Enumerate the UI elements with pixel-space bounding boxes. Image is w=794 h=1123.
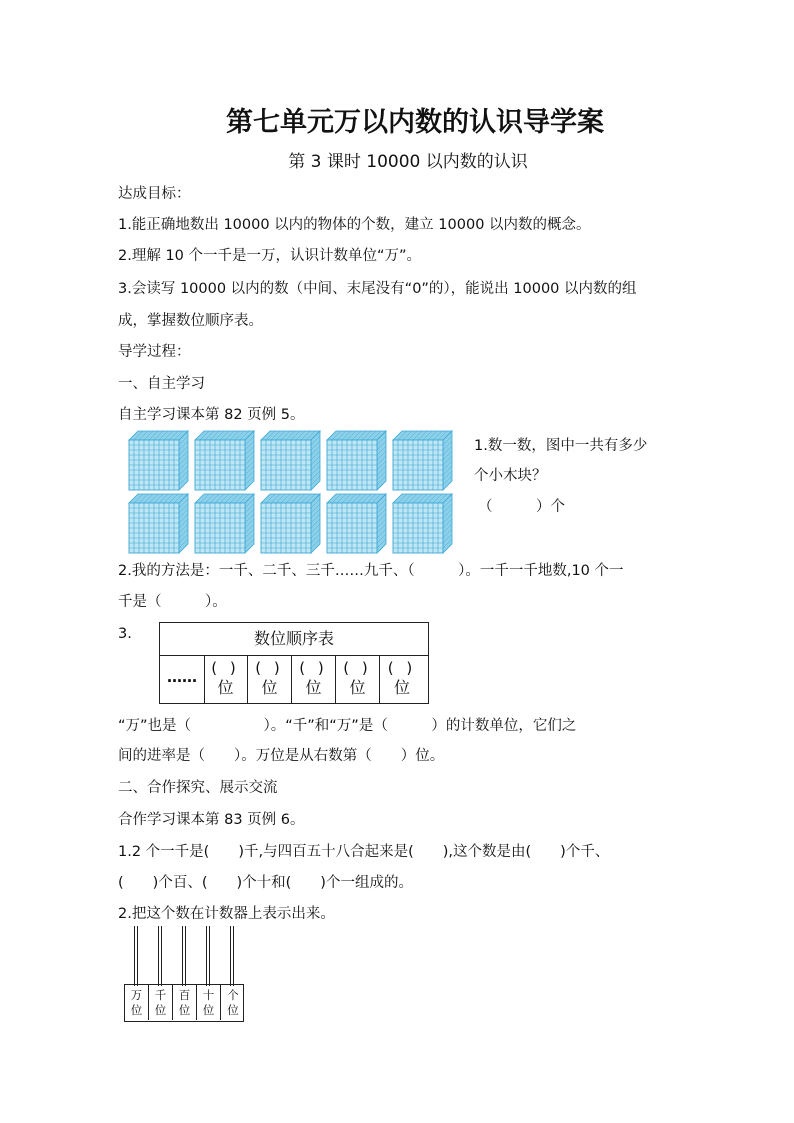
goals-heading: 达成目标： — [118, 186, 191, 202]
place-value-cell: ( ) 位 — [292, 655, 336, 703]
thousand-cube-icon — [260, 430, 321, 491]
abacus-label-qian: 千 位 — [149, 985, 173, 1020]
thousand-cube-icon — [392, 493, 453, 554]
question-2-line1: 2.我的方法是：一千、二千、三千……九千、（ ）。一千一千地数,10 个一 — [118, 563, 624, 579]
abacus-rod-icon — [134, 926, 138, 986]
question-1-line1: 1.数一数，图中一共有多少 — [474, 438, 648, 454]
place-value-cell: ( ) 位 — [387, 659, 417, 697]
question-1-blank: （ ）个 — [478, 499, 565, 515]
process-heading: 导学过程： — [118, 344, 191, 360]
goal-item-3-cont: 成，掌握数位顺序表。 — [118, 313, 263, 329]
abacus-label-bai: 百 位 — [173, 985, 197, 1020]
lesson-subtitle: 第 3 课时 10000 以内数的认识 — [288, 152, 528, 172]
question-2-line2: 千是（ ）。 — [118, 594, 227, 610]
question-3-label: 3. — [118, 626, 132, 642]
goal-item-1: 1.能正确地数出 10000 以内的物体的个数，建立 10000 以内数的概念。 — [118, 217, 591, 233]
abacus-label-shi: 十 位 — [197, 985, 221, 1020]
goal-item-2: 2.理解 10 个一千是一万，认识计数单位“万”。 — [118, 248, 422, 264]
part2-question-2: 2.把这个数在计数器上表示出来。 — [118, 906, 335, 922]
question-1-line2: 个小木块？ — [474, 468, 547, 484]
part1-intro: 自主学习课本第 82 页例 5。 — [118, 407, 305, 423]
place-value-cell: ( ) 位 — [204, 655, 248, 703]
abacus-base — [124, 984, 244, 1022]
thousand-cube-icon — [326, 430, 387, 491]
place-value-dots: …… — [160, 655, 205, 703]
abacus-rod-icon — [206, 926, 210, 986]
abacus-rod-icon — [182, 926, 186, 986]
question-3-line1: “万”也是（ ）。“千”和“万”是（ ）的计数单位，它们之 — [118, 718, 577, 734]
part2-question-1-line2: ( )个百、( )个十和( )个一组成的。 — [118, 875, 413, 891]
abacus-label-wan: 万 位 — [125, 985, 149, 1020]
goal-item-3: 3.会读写 10000 以内的数（中间、末尾没有“0”的），能说出 10000 以内数的组 — [118, 281, 637, 297]
thousand-cubes-figure — [128, 430, 468, 554]
place-value-cell: ( ) 位 — [336, 655, 380, 703]
part2-question-1-line1: 1.2 个一千是( )千,与四百五十八合起来是( ),这个数是由( )个千、 — [118, 844, 610, 860]
abacus-rod-icon — [230, 926, 234, 986]
part2-intro: 合作学习课本第 83 页例 6。 — [118, 812, 305, 828]
thousand-cube-icon — [194, 430, 255, 491]
thousand-cube-icon — [326, 493, 387, 554]
thousand-cube-icon — [392, 430, 453, 491]
thousand-cube-icon — [194, 493, 255, 554]
thousand-cube-icon — [260, 493, 321, 554]
question-3-line2: 间的进率是（ ）。万位是从右数第（ ）位。 — [118, 748, 445, 764]
thousand-cube-icon — [128, 493, 189, 554]
place-value-cell: ( ) 位 — [248, 655, 292, 703]
abacus-figure — [122, 926, 246, 1026]
part2-heading: 二、合作探究、展示交流 — [118, 780, 278, 796]
place-value-table — [159, 622, 429, 704]
part1-heading: 一、自主学习 — [118, 376, 205, 392]
thousand-cube-icon — [128, 430, 189, 491]
abacus-label-ge: 个 位 — [227, 988, 239, 1017]
abacus-rod-icon — [158, 926, 162, 986]
page-title: 第七单元万以内数的认识导学案 — [226, 107, 604, 138]
place-value-table-title: 数位顺序表 — [160, 623, 428, 656]
